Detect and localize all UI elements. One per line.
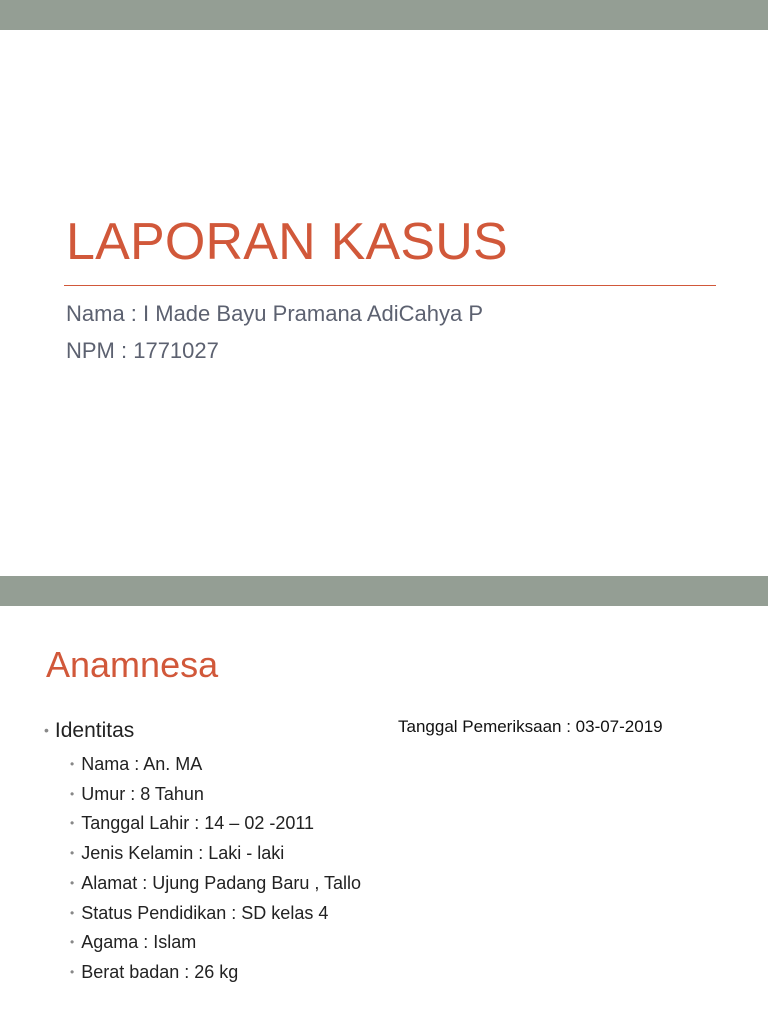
section-identitas [44, 715, 134, 746]
list-item-text: Tanggal Lahir : 14 – 02 -2011 [81, 813, 315, 834]
list-item-text: Agama : Islam [81, 932, 197, 953]
title-divider [64, 285, 716, 286]
identity-list [70, 750, 361, 988]
exam-date: Tanggal Pemeriksaan : 03-07-2019 [398, 717, 663, 736]
list-item [70, 958, 361, 988]
list-item [70, 869, 361, 899]
list-item [70, 899, 361, 929]
list-item [70, 750, 361, 780]
section-label: Identitas [54, 719, 135, 742]
list-item [70, 809, 361, 839]
list-item-text: Berat badan : 26 kg [81, 961, 239, 982]
bullet-icon: • [70, 875, 75, 890]
bullet-icon: • [70, 905, 75, 920]
bullet-icon: • [70, 935, 75, 950]
bullet-icon: • [70, 964, 75, 979]
slide-heading: Anamnesa [46, 644, 219, 685]
list-item-text: Status Pendidikan : SD kelas 4 [81, 902, 329, 923]
presenter-name: Nama : I Made Bayu Pramana AdiCahya P [66, 301, 483, 326]
list-item-text: Alamat : Ujung Padang Baru , Tallo [81, 872, 362, 893]
list-item-text: Jenis Kelamin : Laki - laki [81, 843, 285, 864]
list-item [70, 928, 361, 958]
bullet-icon: • [70, 816, 75, 831]
presenter-npm: NPM : 1771027 [66, 338, 219, 363]
slide-top-bar [0, 576, 768, 606]
list-item [70, 839, 361, 869]
slide-title: LAPORAN KASUS [66, 213, 508, 271]
bullet-icon: • [70, 786, 75, 801]
list-item [70, 780, 361, 810]
anamnesa-slide [0, 576, 768, 1024]
bullet-icon: • [70, 846, 75, 861]
list-item-text: Umur : 8 Tahun [81, 783, 204, 804]
bullet-icon: • [44, 722, 49, 738]
list-item-text: Nama : An. MA [81, 754, 203, 774]
bullet-icon: • [70, 757, 75, 771]
slide-top-bar [0, 0, 768, 30]
